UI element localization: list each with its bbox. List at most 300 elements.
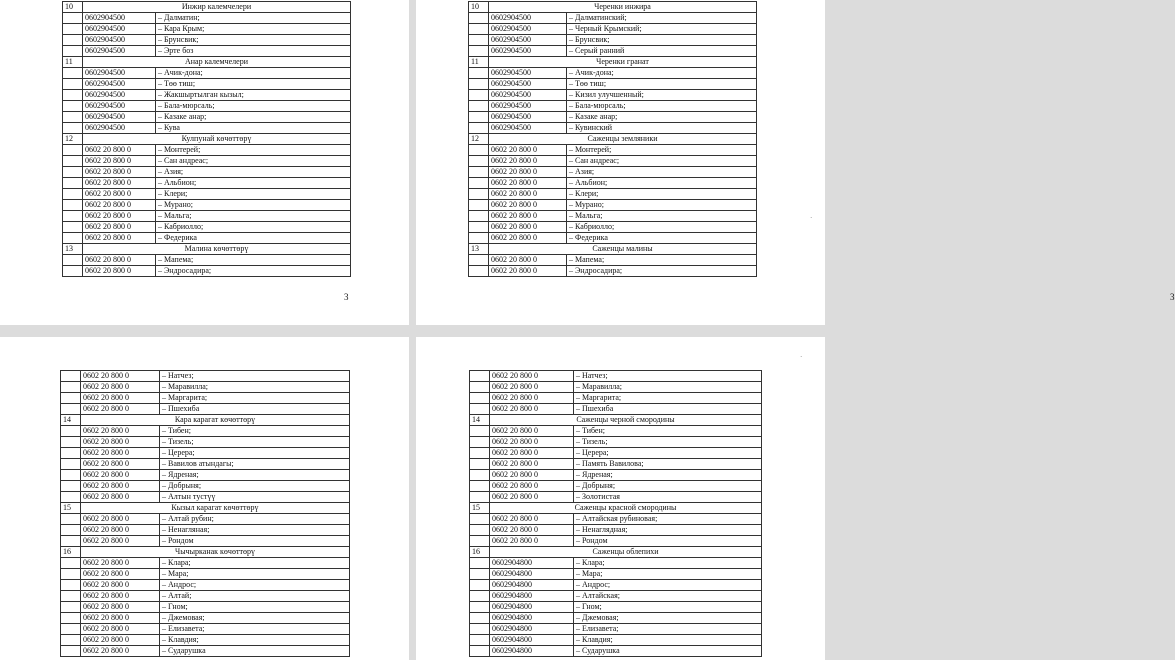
hs-code-cell: 0602904800 bbox=[490, 646, 574, 657]
table-row bbox=[469, 266, 757, 277]
section-header-row bbox=[63, 134, 351, 145]
empty-cell bbox=[469, 222, 489, 233]
page-number: 3 bbox=[344, 292, 349, 302]
section-number: 12 bbox=[469, 134, 489, 145]
table-row bbox=[61, 646, 350, 657]
section-header-row bbox=[470, 503, 762, 514]
hs-code-cell: 0602904500 bbox=[489, 123, 567, 134]
section-header-row bbox=[63, 57, 351, 68]
section-title: Саженцы земляники bbox=[489, 134, 757, 145]
section-title: Чычырканак көчөттөрү bbox=[81, 547, 350, 558]
page-number: 3 bbox=[1170, 292, 1175, 302]
hs-code-cell: 0602 20 800 0 bbox=[490, 382, 574, 393]
table-row bbox=[63, 79, 351, 90]
section-title: Саженцы черной смородины bbox=[490, 415, 762, 426]
table-row bbox=[61, 448, 350, 459]
variety-cell: – Эндросадира; bbox=[567, 266, 757, 277]
hs-code-cell: 0602 20 800 0 bbox=[490, 371, 574, 382]
section-title: Кулпунай көчөттөрү bbox=[83, 134, 351, 145]
table-row bbox=[61, 371, 350, 382]
empty-cell bbox=[63, 156, 83, 167]
variety-cell: – Алтайская; bbox=[574, 591, 762, 602]
hs-code-cell: 0602 20 800 0 bbox=[83, 255, 156, 266]
empty-cell bbox=[469, 123, 489, 134]
table-row bbox=[469, 167, 757, 178]
hs-code-cell: 0602 20 800 0 bbox=[81, 382, 160, 393]
table-row bbox=[470, 514, 762, 525]
variety-cell: – Мапема; bbox=[156, 255, 351, 266]
variety-cell: – Добрыня; bbox=[574, 481, 762, 492]
variety-cell: – Рондом bbox=[574, 536, 762, 547]
table-row bbox=[469, 255, 757, 266]
hs-code-cell: 0602 20 800 0 bbox=[490, 459, 574, 470]
section-title: Анар калемчелери bbox=[83, 57, 351, 68]
section-header-row bbox=[469, 244, 757, 255]
section-header-row bbox=[470, 415, 762, 426]
empty-cell bbox=[61, 437, 81, 448]
empty-cell bbox=[470, 635, 490, 646]
variety-cell: – Мара; bbox=[574, 569, 762, 580]
hs-code-cell: 0602 20 800 0 bbox=[490, 536, 574, 547]
empty-cell bbox=[61, 459, 81, 470]
hs-code-cell: 0602904500 bbox=[489, 112, 567, 123]
section-number: 10 bbox=[63, 2, 83, 13]
table-row bbox=[469, 233, 757, 244]
empty-cell bbox=[63, 222, 83, 233]
variety-cell: – Альбион; bbox=[567, 178, 757, 189]
hs-code-cell: 0602 20 800 0 bbox=[83, 145, 156, 156]
hs-code-cell: 0602904500 bbox=[83, 46, 156, 57]
table-row bbox=[470, 558, 762, 569]
table-row bbox=[61, 481, 350, 492]
hs-code-cell: 0602904800 bbox=[490, 602, 574, 613]
variety-cell: – Кизил улучшенный; bbox=[567, 90, 757, 101]
empty-cell bbox=[469, 112, 489, 123]
variety-cell: – Федерика bbox=[156, 233, 351, 244]
hs-code-cell: 0602904500 bbox=[83, 101, 156, 112]
table-row bbox=[470, 635, 762, 646]
variety-cell: – Клара; bbox=[160, 558, 350, 569]
hs-code-cell: 0602 20 800 0 bbox=[81, 613, 160, 624]
empty-cell bbox=[63, 112, 83, 123]
section-title: Саженцы красной смородины bbox=[490, 503, 762, 514]
table-row bbox=[63, 101, 351, 112]
variety-cell: – Брунсвик; bbox=[567, 35, 757, 46]
empty-cell bbox=[470, 371, 490, 382]
hs-code-cell: 0602 20 800 0 bbox=[81, 635, 160, 646]
variety-cell: – Мурано; bbox=[567, 200, 757, 211]
table-row bbox=[469, 178, 757, 189]
section-header-row bbox=[61, 415, 350, 426]
variety-cell: – Клавдия; bbox=[160, 635, 350, 646]
table-row bbox=[61, 569, 350, 580]
variety-cell: – Сударушка bbox=[574, 646, 762, 657]
table-row bbox=[61, 536, 350, 547]
table-row bbox=[63, 255, 351, 266]
empty-cell bbox=[63, 200, 83, 211]
empty-cell bbox=[61, 382, 81, 393]
empty-cell bbox=[470, 492, 490, 503]
table-row bbox=[63, 112, 351, 123]
table-row bbox=[63, 233, 351, 244]
hs-code-cell: 0602 20 800 0 bbox=[490, 393, 574, 404]
section-header-row bbox=[469, 134, 757, 145]
empty-cell bbox=[470, 580, 490, 591]
empty-cell bbox=[469, 68, 489, 79]
empty-cell bbox=[470, 624, 490, 635]
section-number: 15 bbox=[470, 503, 490, 514]
hs-code-cell: 0602 20 800 0 bbox=[489, 189, 567, 200]
hs-code-cell: 0602 20 800 0 bbox=[83, 200, 156, 211]
empty-cell bbox=[469, 211, 489, 222]
variety-cell: – Сударушка bbox=[160, 646, 350, 657]
hs-code-cell: 0602 20 800 0 bbox=[489, 233, 567, 244]
variety-cell: – Ядреная; bbox=[574, 470, 762, 481]
hs-code-cell: 0602904500 bbox=[83, 24, 156, 35]
table-row bbox=[470, 371, 762, 382]
hs-code-cell: 0602 20 800 0 bbox=[83, 189, 156, 200]
empty-cell bbox=[63, 13, 83, 24]
variety-cell: – Төө тиш; bbox=[567, 79, 757, 90]
empty-cell bbox=[63, 35, 83, 46]
empty-cell bbox=[470, 613, 490, 624]
empty-cell bbox=[469, 178, 489, 189]
variety-cell: – Андрос; bbox=[574, 580, 762, 591]
table-row bbox=[469, 222, 757, 233]
empty-cell bbox=[61, 514, 81, 525]
table-row bbox=[63, 189, 351, 200]
table-row bbox=[470, 580, 762, 591]
hs-code-cell: 0602 20 800 0 bbox=[81, 393, 160, 404]
section-header-row bbox=[63, 244, 351, 255]
hs-code-cell: 0602 20 800 0 bbox=[81, 624, 160, 635]
hs-code-cell: 0602904500 bbox=[489, 68, 567, 79]
table-row bbox=[61, 613, 350, 624]
empty-cell bbox=[63, 255, 83, 266]
table-row bbox=[61, 580, 350, 591]
variety-cell: – Церера; bbox=[574, 448, 762, 459]
variety-cell: – Маргарита; bbox=[160, 393, 350, 404]
table-row bbox=[469, 13, 757, 24]
variety-cell: – Далматинский; bbox=[567, 13, 757, 24]
empty-cell bbox=[469, 35, 489, 46]
table-row bbox=[61, 591, 350, 602]
section-number: 14 bbox=[61, 415, 81, 426]
section-header-row bbox=[469, 2, 757, 13]
table-row bbox=[469, 79, 757, 90]
empty-cell bbox=[469, 145, 489, 156]
variety-cell: – Черный Крымский; bbox=[567, 24, 757, 35]
variety-cell: – Память Вавилова; bbox=[574, 459, 762, 470]
hs-code-cell: 0602904800 bbox=[490, 558, 574, 569]
empty-cell bbox=[63, 211, 83, 222]
variety-cell: – Монтерей; bbox=[567, 145, 757, 156]
empty-cell bbox=[470, 514, 490, 525]
empty-cell bbox=[470, 591, 490, 602]
table-row bbox=[61, 437, 350, 448]
table-row bbox=[61, 635, 350, 646]
hs-code-cell: 0602 20 800 0 bbox=[490, 404, 574, 415]
table-row bbox=[63, 46, 351, 57]
hs-code-cell: 0602 20 800 0 bbox=[490, 448, 574, 459]
variety-cell: – Тибен; bbox=[160, 426, 350, 437]
hs-code-cell: 0602904500 bbox=[489, 79, 567, 90]
empty-cell bbox=[61, 525, 81, 536]
empty-cell bbox=[61, 426, 81, 437]
hs-code-cell: 0602 20 800 0 bbox=[81, 470, 160, 481]
variety-cell: – Алтай рубин; bbox=[160, 514, 350, 525]
variety-cell: – Сан андреас; bbox=[156, 156, 351, 167]
empty-cell bbox=[61, 569, 81, 580]
hs-code-cell: 0602 20 800 0 bbox=[81, 426, 160, 437]
variety-cell: – Ачик-дона; bbox=[567, 68, 757, 79]
empty-cell bbox=[61, 492, 81, 503]
hs-code-cell: 0602 20 800 0 bbox=[83, 222, 156, 233]
empty-cell bbox=[470, 382, 490, 393]
empty-cell bbox=[469, 167, 489, 178]
empty-cell bbox=[63, 79, 83, 90]
table-row bbox=[63, 145, 351, 156]
empty-cell bbox=[470, 536, 490, 547]
empty-cell bbox=[63, 145, 83, 156]
section-number: 15 bbox=[61, 503, 81, 514]
hs-code-cell: 0602 20 800 0 bbox=[81, 481, 160, 492]
section-title: Кызыл карагат көчөттөрү bbox=[81, 503, 350, 514]
empty-cell bbox=[63, 167, 83, 178]
document-page-bottom-right: 0602 20 800 0 – Натчез; 0602 20 800 0 – Маравилла; 0602 20 800 0 – Маргарита; 0602 20 800 0 – Пшехиба 14 Саженцы черной смородины 0602 20 800 0 – Тибен; 0602 20 800 0 – Тизель; 0602 20 800 0 – Церера; 0602 20 800 0 – Память Вавилова; 0602 20 800 0 – Ядреная; 0602 20 800 0 – Добрыня; 0602 20 800 0 – Золотистая 15 Саженцы красной смородины 0602 20 800 0 – Алтайская рубиновая; 0602 20 800 0 – Ненаглядная; 0602 20 800 0 – Рондом 16 Саженцы облепихи 0602904800 – Клара; 0602904800 – Мара; 0602904800 – Андрос; 0602904800 – Алтайская; 0602904800 – Гном; 0602904800 – Джемовая; 0602904800 – Елизавета; 0602904800 – Клавдия; 0602904800 – Сударушка · bbox=[416, 337, 825, 660]
variety-cell: – Гном; bbox=[160, 602, 350, 613]
section-title: Инжир калемчелери bbox=[83, 2, 351, 13]
variety-cell: – Альбион; bbox=[156, 178, 351, 189]
empty-cell bbox=[469, 13, 489, 24]
hs-code-cell: 0602 20 800 0 bbox=[489, 200, 567, 211]
plant-table bbox=[62, 1, 351, 277]
variety-cell: – Натчез; bbox=[160, 371, 350, 382]
empty-cell bbox=[469, 79, 489, 90]
empty-cell bbox=[470, 459, 490, 470]
section-number: 11 bbox=[469, 57, 489, 68]
variety-cell: – Андрос; bbox=[160, 580, 350, 591]
plant-table bbox=[468, 1, 757, 277]
variety-cell: – Натчез; bbox=[574, 371, 762, 382]
empty-cell bbox=[470, 437, 490, 448]
table-row bbox=[63, 123, 351, 134]
plant-table bbox=[469, 370, 762, 657]
table-row bbox=[63, 200, 351, 211]
hs-code-cell: 0602 20 800 0 bbox=[489, 178, 567, 189]
hs-code-cell: 0602904500 bbox=[489, 35, 567, 46]
table-row bbox=[470, 459, 762, 470]
empty-cell bbox=[63, 266, 83, 277]
hs-code-cell: 0602904500 bbox=[489, 101, 567, 112]
empty-cell bbox=[61, 613, 81, 624]
variety-cell: – Эрте боз bbox=[156, 46, 351, 57]
hs-code-cell: 0602904500 bbox=[83, 112, 156, 123]
hs-code-cell: 0602 20 800 0 bbox=[490, 437, 574, 448]
empty-cell bbox=[469, 233, 489, 244]
hs-code-cell: 0602904800 bbox=[490, 613, 574, 624]
variety-cell: – Маравилла; bbox=[574, 382, 762, 393]
table-row bbox=[63, 156, 351, 167]
variety-cell: – Мурано; bbox=[156, 200, 351, 211]
table-row bbox=[469, 211, 757, 222]
hs-code-cell: 0602 20 800 0 bbox=[490, 426, 574, 437]
section-number: 13 bbox=[63, 244, 83, 255]
hs-code-cell: 0602 20 800 0 bbox=[81, 525, 160, 536]
variety-cell: – Төө тиш; bbox=[156, 79, 351, 90]
empty-cell bbox=[470, 569, 490, 580]
variety-cell: – Тизель; bbox=[574, 437, 762, 448]
variety-cell: – Джемовая; bbox=[574, 613, 762, 624]
hs-code-cell: 0602904500 bbox=[489, 46, 567, 57]
hs-code-cell: 0602 20 800 0 bbox=[490, 514, 574, 525]
hs-code-cell: 0602 20 800 0 bbox=[81, 569, 160, 580]
table-row bbox=[61, 514, 350, 525]
hs-code-cell: 0602904500 bbox=[83, 35, 156, 46]
variety-cell: – Кабриолло; bbox=[156, 222, 351, 233]
variety-cell: – Ачик-дона; bbox=[156, 68, 351, 79]
empty-cell bbox=[469, 90, 489, 101]
document-page-top-right: 10 Черенки инжира 0602904500 – Далматинский; 0602904500 – Черный Крымский; 0602904500 – Брунсвик; 0602904500 – Серый ранний 11 Черенки гранат 0602904500 – Ачик-дона; 0602904500 – Төө тиш; 0602904500 – Кизил улучшенный; 0602904500 – Бала-мюрсаль; 0602904500 – Казаке анар; 0602904500 – Кувинский 12 Саженцы земляники 0602 20 800 0 – Монтерей; 0602 20 800 0 – Сан андреас; 0602 20 800 0 – Азия; 0602 20 800 0 – Альбион; 0602 20 800 0 – Клери; 0602 20 800 0 – Мурано; 0602 20 800 0 – Мальга; 0602 20 800 0 – Кабриолло; 0602 20 800 0 – Федерика 13 Саженцы малины 0602 20 800 0 – Мапема; 0602 20 800 0 – Эндросадира; 3 · bbox=[416, 0, 825, 325]
empty-cell bbox=[61, 448, 81, 459]
hs-code-cell: 0602904800 bbox=[490, 580, 574, 591]
hs-code-cell: 0602 20 800 0 bbox=[81, 602, 160, 613]
table-row bbox=[61, 470, 350, 481]
variety-cell: – Ненагляная; bbox=[160, 525, 350, 536]
variety-cell: – Тизель; bbox=[160, 437, 350, 448]
hs-code-cell: 0602 20 800 0 bbox=[81, 492, 160, 503]
variety-cell: – Алтай; bbox=[160, 591, 350, 602]
section-header-row bbox=[61, 503, 350, 514]
hs-code-cell: 0602904500 bbox=[83, 90, 156, 101]
table-row bbox=[470, 470, 762, 481]
table-row bbox=[469, 68, 757, 79]
variety-cell: – Гном; bbox=[574, 602, 762, 613]
hs-code-cell: 0602904800 bbox=[490, 591, 574, 602]
hs-code-cell: 0602 20 800 0 bbox=[83, 233, 156, 244]
hs-code-cell: 0602 20 800 0 bbox=[81, 646, 160, 657]
section-title: Малина көчөттөрү bbox=[83, 244, 351, 255]
variety-cell: – Джемовая; bbox=[160, 613, 350, 624]
table-row bbox=[470, 569, 762, 580]
table-row bbox=[63, 178, 351, 189]
empty-cell bbox=[61, 591, 81, 602]
empty-cell bbox=[470, 646, 490, 657]
variety-cell: – Сан андреас; bbox=[567, 156, 757, 167]
variety-cell: – Алтайская рубиновая; bbox=[574, 514, 762, 525]
variety-cell: – Бала-мюрсаль; bbox=[156, 101, 351, 112]
document-page-bottom-left bbox=[0, 337, 409, 660]
table-row bbox=[470, 437, 762, 448]
variety-cell: – Бала-мюрсаль; bbox=[567, 101, 757, 112]
table-row bbox=[470, 613, 762, 624]
hs-code-cell: 0602 20 800 0 bbox=[81, 558, 160, 569]
empty-cell bbox=[61, 624, 81, 635]
table-row bbox=[61, 459, 350, 470]
section-number: 12 bbox=[63, 134, 83, 145]
table-row bbox=[63, 222, 351, 233]
empty-cell bbox=[61, 393, 81, 404]
hs-code-cell: 0602 20 800 0 bbox=[489, 156, 567, 167]
hs-code-cell: 0602 20 800 0 bbox=[81, 591, 160, 602]
hs-code-cell: 0602 20 800 0 bbox=[81, 437, 160, 448]
section-number: 16 bbox=[470, 547, 490, 558]
empty-cell bbox=[61, 646, 81, 657]
variety-cell: – Серый ранний bbox=[567, 46, 757, 57]
hs-code-cell: 0602 20 800 0 bbox=[81, 514, 160, 525]
table-row bbox=[470, 525, 762, 536]
table-row bbox=[61, 624, 350, 635]
variety-cell: – Кабриолло; bbox=[567, 222, 757, 233]
hs-code-cell: 0602 20 800 0 bbox=[81, 536, 160, 547]
variety-cell: – Ядреная; bbox=[160, 470, 350, 481]
table-row bbox=[63, 167, 351, 178]
table-row bbox=[470, 591, 762, 602]
empty-cell bbox=[63, 90, 83, 101]
empty-cell bbox=[470, 448, 490, 459]
empty-cell bbox=[470, 481, 490, 492]
hs-code-cell: 0602904500 bbox=[83, 123, 156, 134]
variety-cell: – Маргарита; bbox=[574, 393, 762, 404]
variety-cell: – Золотистая bbox=[574, 492, 762, 503]
empty-cell bbox=[63, 189, 83, 200]
empty-cell bbox=[61, 481, 81, 492]
table-row bbox=[61, 558, 350, 569]
table-row bbox=[63, 35, 351, 46]
section-number: 14 bbox=[470, 415, 490, 426]
hs-code-cell: 0602 20 800 0 bbox=[83, 211, 156, 222]
table-row bbox=[469, 145, 757, 156]
variety-cell: – Рондом bbox=[160, 536, 350, 547]
table-row bbox=[469, 200, 757, 211]
hs-code-cell: 0602 20 800 0 bbox=[81, 459, 160, 470]
hs-code-cell: 0602 20 800 0 bbox=[489, 211, 567, 222]
hs-code-cell: 0602904800 bbox=[490, 635, 574, 646]
plant-table bbox=[60, 370, 350, 657]
hs-code-cell: 0602 20 800 0 bbox=[81, 580, 160, 591]
table-row bbox=[469, 156, 757, 167]
section-header-row bbox=[470, 547, 762, 558]
empty-cell bbox=[63, 46, 83, 57]
section-title: Кара карагат көчөттөрү bbox=[81, 415, 350, 426]
empty-cell bbox=[469, 24, 489, 35]
table-row bbox=[470, 393, 762, 404]
variety-cell: – Пшехиба bbox=[574, 404, 762, 415]
section-title: Черенки гранат bbox=[489, 57, 757, 68]
empty-cell bbox=[63, 101, 83, 112]
empty-cell bbox=[61, 558, 81, 569]
empty-cell bbox=[469, 101, 489, 112]
variety-cell: – Елизавета; bbox=[574, 624, 762, 635]
empty-cell bbox=[469, 266, 489, 277]
variety-cell: – Казаке анар; bbox=[567, 112, 757, 123]
hs-code-cell: 0602904500 bbox=[83, 68, 156, 79]
empty-cell bbox=[470, 393, 490, 404]
variety-cell: – Мара; bbox=[160, 569, 350, 580]
section-header-row bbox=[61, 547, 350, 558]
variety-cell: – Алтын тустүү bbox=[160, 492, 350, 503]
variety-cell: – Елизавета; bbox=[160, 624, 350, 635]
hs-code-cell: 0602 20 800 0 bbox=[83, 167, 156, 178]
empty-cell bbox=[61, 602, 81, 613]
table-row bbox=[470, 481, 762, 492]
variety-cell: – Кара Крым; bbox=[156, 24, 351, 35]
table-row bbox=[61, 492, 350, 503]
variety-cell: – Брунсвик; bbox=[156, 35, 351, 46]
hs-code-cell: 0602 20 800 0 bbox=[490, 470, 574, 481]
empty-cell bbox=[469, 200, 489, 211]
hs-code-cell: 0602 20 800 0 bbox=[489, 222, 567, 233]
